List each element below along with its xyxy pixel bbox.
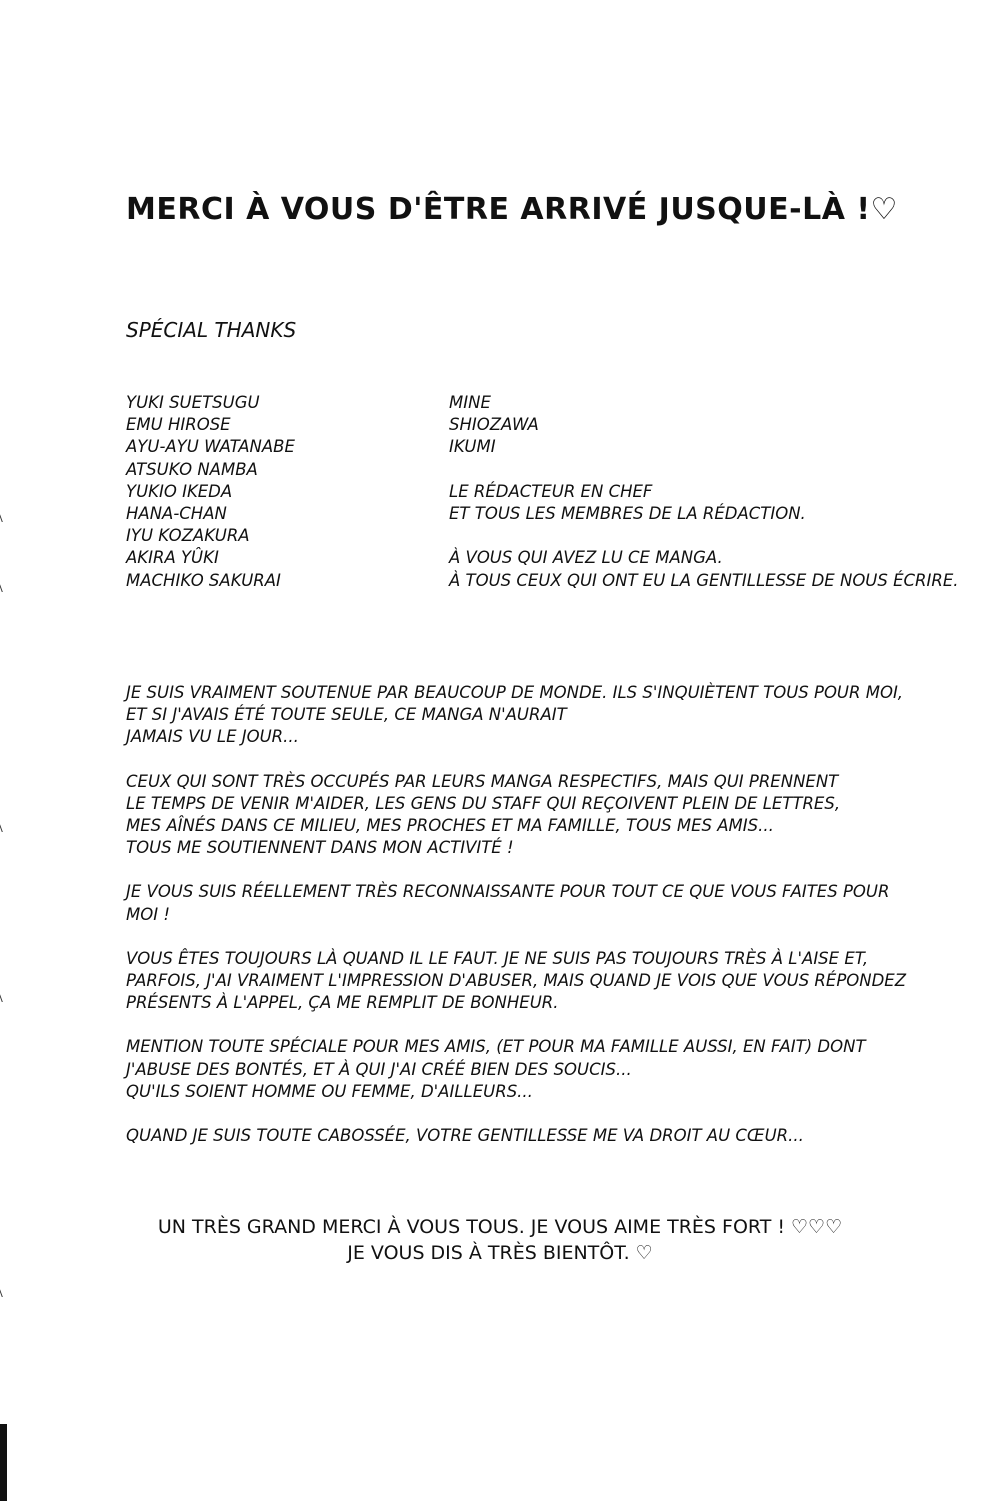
page-edge-bar bbox=[0, 1424, 7, 1501]
paragraph-line: J'ABUSE DES BONTÉS, ET À QUI J'AI CRÉÉ BIEN DES SOUCIS... bbox=[126, 1059, 632, 1079]
paragraph-line: JAMAIS VU LE JOUR... bbox=[126, 727, 299, 747]
paragraph-line: VOUS ÊTES TOUJOURS LÀ QUAND IL LE FAUT. JE NE SUIS PAS TOUJOURS TRÈS À L'AISE ET, bbox=[126, 948, 869, 968]
paragraph bbox=[126, 948, 956, 1015]
paragraph bbox=[126, 682, 956, 749]
page-edge-mark bbox=[0, 1287, 7, 1297]
page-edge-mark bbox=[0, 512, 7, 522]
paragraph bbox=[126, 1125, 956, 1147]
thanks-name: À TOUS CEUX QUI ONT EU LA GENTILLESSE DE NOUS ÉCRIRE. bbox=[449, 570, 959, 590]
paragraph-line: MES AÎNÉS DANS CE MILIEU, MES PROCHES ET MA FAMILLE, TOUS MES AMIS... bbox=[126, 816, 774, 836]
paragraph bbox=[126, 1036, 956, 1103]
thanks-spacer bbox=[449, 459, 959, 481]
paragraph-line: PARFOIS, J'AI VRAIMENT L'IMPRESSION D'ABUSER, MAIS QUAND JE VOIS QUE VOUS RÉPONDEZ bbox=[126, 971, 907, 991]
thanks-spacer bbox=[449, 525, 959, 547]
paragraph-line: JE SUIS VRAIMENT SOUTENUE PAR BEAUCOUP DE MONDE. ILS S'INQUIÈTENT TOUS POUR MOI, bbox=[126, 683, 904, 702]
paragraph-line: ET SI J'AVAIS ÉTÉ TOUTE SEULE, CE MANGA N'AURAIT bbox=[126, 705, 567, 725]
thanks-name: YUKI SUETSUGU bbox=[126, 393, 260, 412]
paragraph bbox=[126, 771, 956, 860]
page-edge-mark bbox=[0, 582, 7, 592]
paragraph-line: TOUS ME SOUTIENNENT DANS MON ACTIVITÉ ! bbox=[126, 838, 514, 858]
page-edge-mark bbox=[0, 992, 7, 1002]
paragraph-line: QU'ILS SOIENT HOMME OU FEMME, D'AILLEURS... bbox=[126, 1081, 533, 1101]
thanks-name: SHIOZAWA bbox=[449, 415, 539, 435]
paragraph bbox=[126, 881, 956, 925]
paragraph-line: MOI ! bbox=[126, 904, 170, 924]
thanks-name: À VOUS QUI AVEZ LU CE MANGA. bbox=[449, 548, 723, 568]
paragraph-line: CEUX QUI SONT TRÈS OCCUPÉS PAR LEURS MANGA RESPECTIFS, MAIS QUI PRENNENT bbox=[126, 771, 839, 791]
thanks-name: ATSUKO NAMBA bbox=[126, 459, 258, 479]
afterword-body bbox=[126, 682, 956, 1169]
thanks-name: YUKIO IKEDA bbox=[126, 481, 233, 501]
page-title: MERCI À VOUS D'ÊTRE ARRIVÉ JUSQUE-LÀ !♡ bbox=[126, 192, 898, 227]
thanks-name: IKUMI bbox=[449, 437, 496, 457]
thanks-name: EMU HIROSE bbox=[126, 415, 231, 435]
paragraph-line: MENTION TOUTE SPÉCIALE POUR MES AMIS, (ET POUR MA FAMILLE AUSSI, EN FAIT) DONT bbox=[126, 1037, 866, 1057]
thanks-name: ET TOUS LES MEMBRES DE LA RÉDACTION. bbox=[449, 503, 806, 523]
closing-message bbox=[0, 1214, 1000, 1266]
paragraph-line: JE VOUS SUIS RÉELLEMENT TRÈS RECONNAISSANTE POUR TOUT CE QUE VOUS FAITES POUR bbox=[126, 882, 890, 902]
closing-line: JE VOUS DIS À TRÈS BIENTÔT. ♡ bbox=[347, 1242, 653, 1264]
closing-line: UN TRÈS GRAND MERCI À VOUS TOUS. JE VOUS AIME TRÈS FORT ! ♡♡♡ bbox=[157, 1216, 843, 1238]
thanks-name: MINE bbox=[449, 393, 491, 412]
paragraph-line: QUAND JE SUIS TOUTE CABOSSÉE, VOTRE GENTILLESSE ME VA DROIT AU CŒUR... bbox=[126, 1126, 804, 1146]
thanks-names-left-column bbox=[126, 392, 295, 592]
thanks-name: AKIRA YÛKI bbox=[126, 548, 219, 568]
thanks-name: MACHIKO SAKURAI bbox=[126, 570, 281, 590]
thanks-name: IYU KOZAKURA bbox=[126, 526, 250, 546]
paragraph-line: LE TEMPS DE VENIR M'AIDER, LES GENS DU STAFF QUI REÇOIVENT PLEIN DE LETTRES, bbox=[126, 793, 841, 813]
thanks-name: HANA-CHAN bbox=[126, 503, 227, 523]
page-edge-mark bbox=[0, 822, 7, 832]
thanks-name: AYU-AYU WATANABE bbox=[126, 437, 295, 457]
special-thanks-heading: SPÉCIAL THANKS bbox=[126, 318, 297, 342]
thanks-names-right-column bbox=[449, 392, 959, 592]
thanks-name: LE RÉDACTEUR EN CHEF bbox=[449, 481, 653, 501]
paragraph-line: PRÉSENTS À L'APPEL, ÇA ME REMPLIT DE BONHEUR. bbox=[126, 993, 559, 1013]
